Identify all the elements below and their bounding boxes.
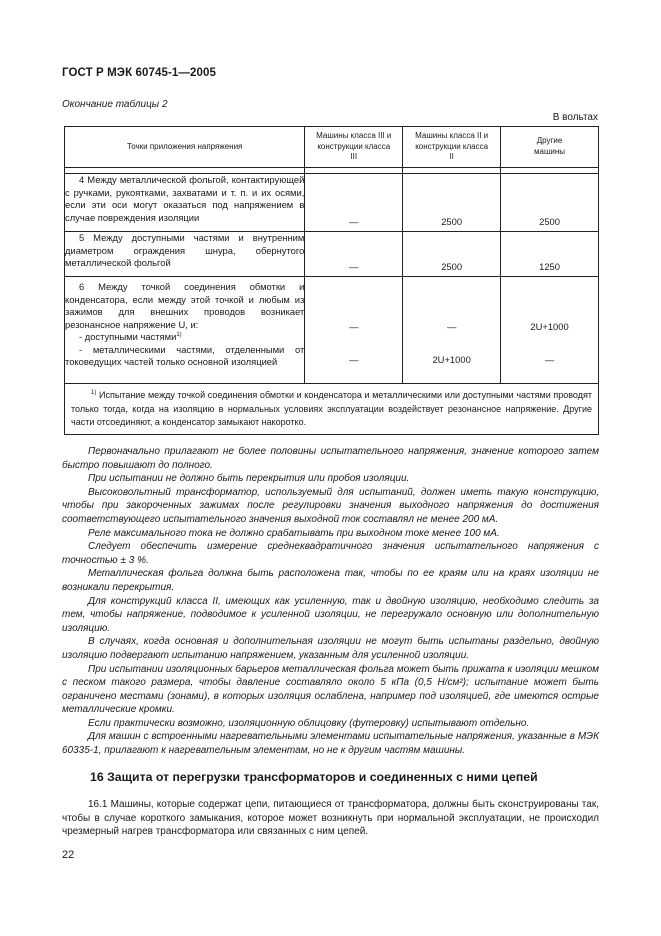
table-caption: Окончание таблицы 2: [62, 99, 168, 110]
row4-class2: 2500: [403, 174, 501, 232]
row6-sub1-other: 2U+1000: [530, 321, 569, 332]
header-class3: Машины класса III и конструкции класса III: [305, 127, 403, 168]
paragraph: Для машин с встроенными нагревательными элементами испытательные напряжения, указанные в МЭК 60335-1, прилагают к нагревательным элементам, но не к другим частям машины.: [62, 731, 599, 757]
paragraph: Для конструкций класса II, имеющих как усиленную, так и двойную изоляцию, необходимо следить за тем, чтобы напряжение, подводимое к усиленной изоляции, не перегружало основную или дополнительную изоляцию.: [62, 595, 599, 634]
paragraph: Металлическая фольга должна быть расположена так, чтобы по ее краям или на краях изоляции не возникали перекрытия.: [62, 568, 599, 593]
paragraph: При испытании не должно быть перекрытия или пробоя изоляции.: [88, 473, 410, 485]
footnote-marker: 1): [91, 390, 97, 396]
row4-class3: —: [305, 174, 403, 232]
paragraph: В случаях, когда основная и дополнительная изоляции не могут быть испытаны раздельно, двойную изоляцию подвергают испытанию напряжением, указанным для усиленной изоляции.: [62, 636, 599, 661]
row5-class2: 2500: [403, 232, 501, 277]
row5-text: 5 Между доступными частями и внутренним диаметром ограждения шнура, обернутого металлической фольгой: [65, 232, 305, 268]
table-header-row: [65, 127, 599, 168]
row6-sub1-text: - доступными частями: [79, 331, 177, 342]
row6-sub1-class2: —: [446, 321, 457, 332]
row6-sub2-class2: 2U+1000: [432, 353, 471, 365]
table-row: [65, 232, 599, 277]
page-number: 22: [62, 849, 75, 861]
row4-other: 2500: [501, 174, 599, 232]
paragraph: Следует обеспечить измерение среднеквадратичного значения испытательного напряжения с точностью ± 3 %.: [62, 541, 599, 566]
row6-sub2-text: - металлическими частями, отделенными от токоведущих частей только основной изоляцией: [65, 343, 305, 367]
section-body: [62, 798, 599, 839]
paragraph: Первоначально прилагают не более половины испытательного напряжения, значение которого затем быстро повышают до полного.: [62, 446, 599, 471]
section-title: 16 Защита от перегрузки трансформаторов и соединенных с ними цепей: [90, 770, 538, 784]
paragraph: Высоковольтный трансформатор, используемый для испытаний, должен иметь такую конструкцию, чтобы при закороченных зажимах после регулировки значения выходного напряжения до достижения соответствующего испытательного значения выходной ток составлял не менее 200 мА.: [62, 486, 599, 525]
section-paragraph: 16.1 Машины, которые содержат цепи, питающиеся от трансформатора, должны быть сконструированы так, чтобы в случае короткого замыкания, которое может возникнуть при нормальной эксплуатации, не происходил чрезмерный нагрев трансформатора или связанных с ним цепей.: [62, 799, 599, 838]
table-row: [65, 174, 599, 232]
header-class2: Машины класса II и конструкции класса II: [403, 127, 501, 168]
paragraph: При испытании изоляционных барьеров металлическая фольга может быть прижата к изоляции мешком с песком такого размера, чтобы давление составляло около 5 кПа (0,5 Н/см²); испытание может быть ограничено местами (зонами), в которых изоляция ослаблена, например под изоляцией, где имеются острые металлические кромки.: [62, 663, 599, 716]
header-other: Другие машины: [501, 127, 599, 168]
body-text: [62, 445, 599, 758]
row5-class3: —: [305, 232, 403, 277]
row6-sub1-class3: —: [349, 321, 359, 332]
row6-sub2-class3: —: [349, 353, 359, 365]
table-row: [65, 277, 599, 384]
table-footnote: Испытание между точкой соединения обмотки и конденсатора и металлическими или доступными частями проводят только тогда, когда на изоляцию в нормальных условиях эксплуатации воздействует резонансное напряжение. Другие части отсоединяют, а конденсатор замыкают накоротко.: [71, 390, 592, 427]
row6-text: 6 Между точкой соединения обмотки и конденсатора, если между этой точкой и любым из зажимов для внешних проводов возникает резонансное напряжение U, и:: [65, 281, 305, 330]
footnote-ref: 1): [176, 331, 182, 338]
voltage-table: [64, 126, 599, 435]
table-footnote-row: [65, 384, 599, 435]
units-label: В вольтах: [552, 112, 598, 123]
row5-other: 1250: [501, 232, 599, 277]
paragraph: Если практически возможно, изоляционную облицовку (футеровку) испытывают отдельно.: [88, 717, 530, 729]
row4-text: 4 Между металлической фольгой, контактирующей с ручками, рукоятками, захватами и т. п. и их осями, если эти оси могут оказаться под напряжением в случае повреждения изоляции: [65, 174, 305, 223]
document-header: ГОСТ Р МЭК 60745-1—2005: [62, 67, 216, 79]
row6-sub2-other: —: [544, 353, 555, 365]
header-points: Точки приложения напряжения: [65, 127, 305, 168]
paragraph: Реле максимального тока не должно срабатывать при выходном токе менее 100 мА.: [88, 527, 500, 539]
